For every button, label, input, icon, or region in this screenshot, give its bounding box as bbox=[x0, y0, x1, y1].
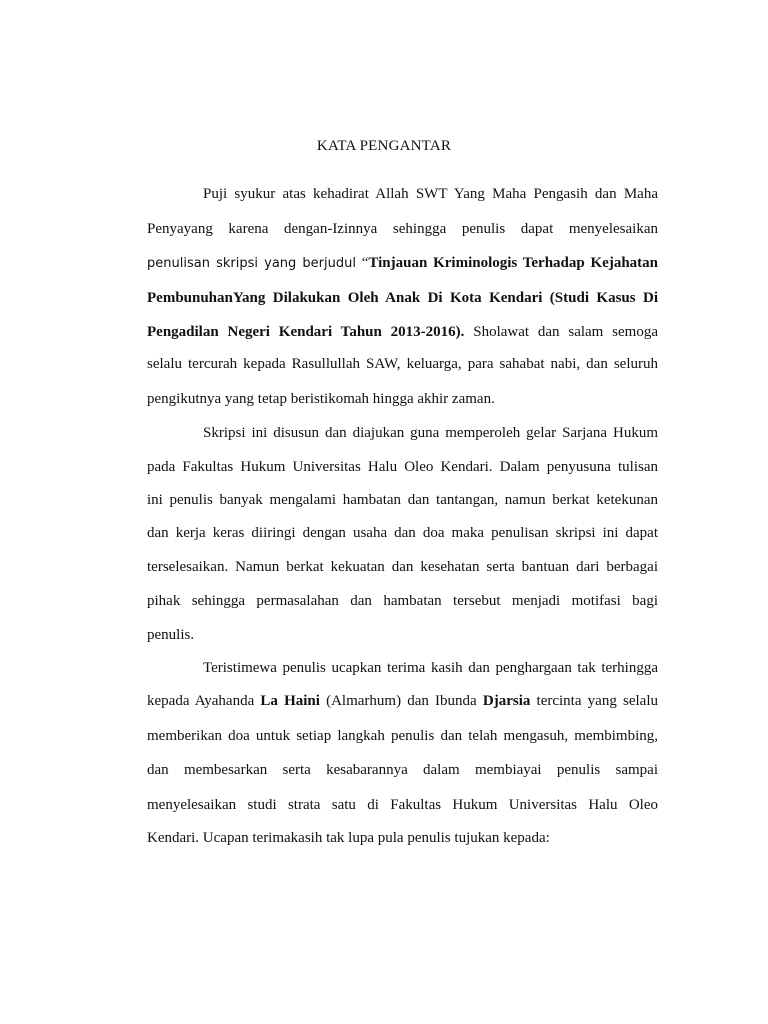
page-title: KATA PENGANTAR bbox=[316, 138, 452, 154]
paragraph-line: Puji syukur atas kehadirat Allah SWT Yang Maha Pengasih dan Maha bbox=[203, 186, 658, 202]
paragraph-line: Teristimewa penulis ucapkan terima kasih dan penghargaan tak terhingga bbox=[203, 660, 658, 676]
text-span: tercinta yang selalu bbox=[530, 693, 658, 709]
paragraph-line: pada Fakultas Hukum Universitas Halu Oleo Kendari. Dalam penyusuna tulisan bbox=[147, 459, 658, 475]
bold-title-span: Pengadilan Negeri Kendari Tahun 2013-2016). bbox=[147, 324, 465, 340]
paragraph-line: memberikan doa untuk setiap langkah penulis dan telah mengasuh, membimbing, bbox=[147, 728, 658, 744]
text-span: “ bbox=[355, 255, 369, 271]
text-span: kepada Ayahanda bbox=[147, 693, 261, 709]
paragraph-line: Penyayang karena dengan-Izinnya sehingga penulis dapat menyelesaikan bbox=[147, 221, 658, 237]
bold-title-span: Tinjauan Kriminologis Terhadap Kejahatan bbox=[368, 255, 658, 271]
paragraph-line: pihak sehingga permasalahan dan hambatan tersebut menjadi motifasi bagi bbox=[147, 593, 658, 609]
text-span: Sholawat dan salam semoga bbox=[464, 324, 658, 340]
text-span: (Almarhum) dan Ibunda bbox=[319, 693, 483, 709]
paragraph-line bbox=[147, 253, 658, 274]
bold-name-span: Djarsia bbox=[482, 693, 531, 709]
paragraph-line bbox=[147, 691, 658, 711]
paragraph-line: dan kerja keras diiringi dengan usaha dan doa maka penulisan skripsi ini dapat bbox=[147, 525, 658, 541]
paragraph-line bbox=[147, 322, 658, 342]
paragraph-line: selalu tercurah kepada Rasullullah SAW, keluarga, para sahabat nabi, dan seluruh bbox=[147, 356, 658, 372]
paragraph-line: penulis. bbox=[147, 627, 195, 643]
bold-title-span: PembunuhanYang Dilakukan Oleh Anak Di Kota Kendari (Studi Kasus Di bbox=[147, 290, 658, 306]
paragraph-line: terselesaikan. Namun berkat kekuatan dan kesehatan serta bantuan dari berbagai bbox=[147, 559, 658, 575]
paragraph-line: pengikutnya yang tetap beristikomah hingga akhir zaman. bbox=[147, 391, 495, 407]
paragraph-line bbox=[147, 288, 658, 308]
paragraph-line: dan membesarkan serta kesabarannya dalam membiayai penulis sampai bbox=[147, 762, 658, 778]
paragraph-line: ini penulis banyak mengalami hambatan dan tantangan, namun berkat ketekunan bbox=[147, 492, 658, 508]
paragraph-line: Skripsi ini disusun dan diajukan guna memperoleh gelar Sarjana Hukum bbox=[203, 425, 658, 441]
paragraph-line: menyelesaikan studi strata satu di Fakultas Hukum Universitas Halu Oleo bbox=[147, 797, 658, 813]
bold-name-span: La Haini bbox=[260, 693, 320, 709]
text-span: penulisan skripsi yang berjudul bbox=[147, 256, 356, 271]
paragraph-line: Kendari. Ucapan terimakasih tak lupa pula penulis tujukan kepada: bbox=[147, 830, 550, 846]
